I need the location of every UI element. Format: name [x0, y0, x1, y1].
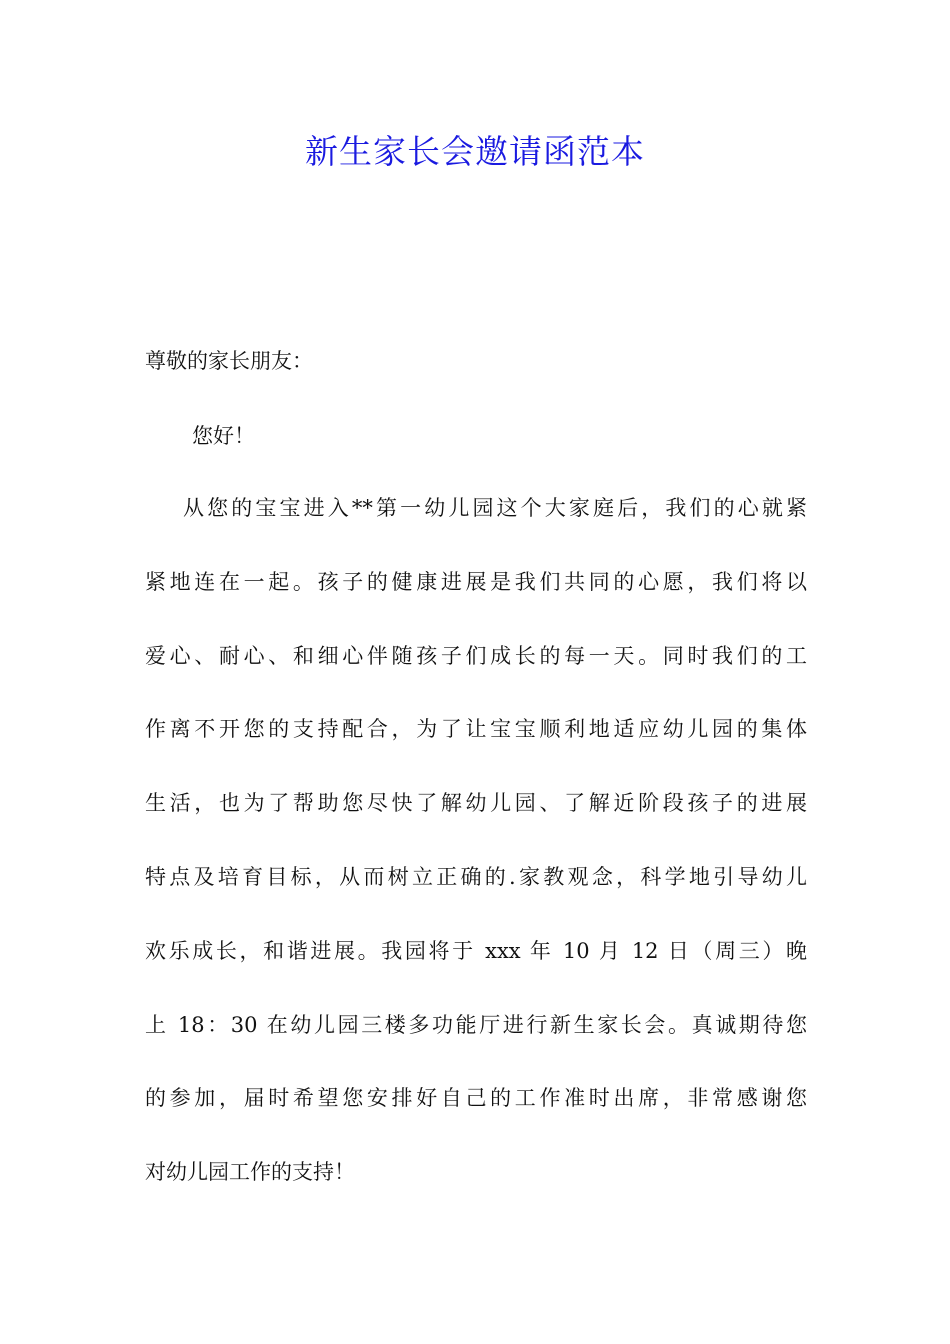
body-line: 欢乐成长，和谐进展。我园将于 xxx 年 10 月 12 日（周三）晚 — [145, 938, 807, 963]
body-line: 特点及培育目标，从而树立正确的.家教观念，科学地引导幼儿 — [145, 864, 807, 889]
body-line: 作离不开您的支持配合，为了让宝宝顺利地适应幼儿园的集体 — [145, 717, 807, 742]
greeting: 您好！ — [192, 424, 255, 448]
body-line: 对幼儿园工作的支持！ — [145, 1160, 355, 1185]
body-paragraph — [145, 490, 807, 1228]
body-line: 爱心、耐心、和细心伴随孩子们成长的每一天。同时我们的工 — [145, 643, 807, 668]
body-line: 上 18：30 在幼儿园三楼多功能厅进行新生家长会。真诚期待您 — [145, 1012, 807, 1037]
body-line: 生活，也为了帮助您尽快了解幼儿园、了解近阶段孩子的进展 — [145, 791, 807, 816]
salutation: 尊敬的家长朋友： — [145, 349, 313, 373]
body-line: 从您的宝宝进入**第一幼儿园这个大家庭后，我们的心就紧 — [183, 496, 807, 520]
body-line: 紧地连在一起。孩子的健康进展是我们共同的心愿，我们将以 — [145, 569, 807, 594]
document-title: 新生家长会邀请函范本 — [305, 132, 645, 171]
body-line: 的参加，届时希望您安排好自己的工作准时出席，非常感谢您 — [145, 1086, 807, 1111]
